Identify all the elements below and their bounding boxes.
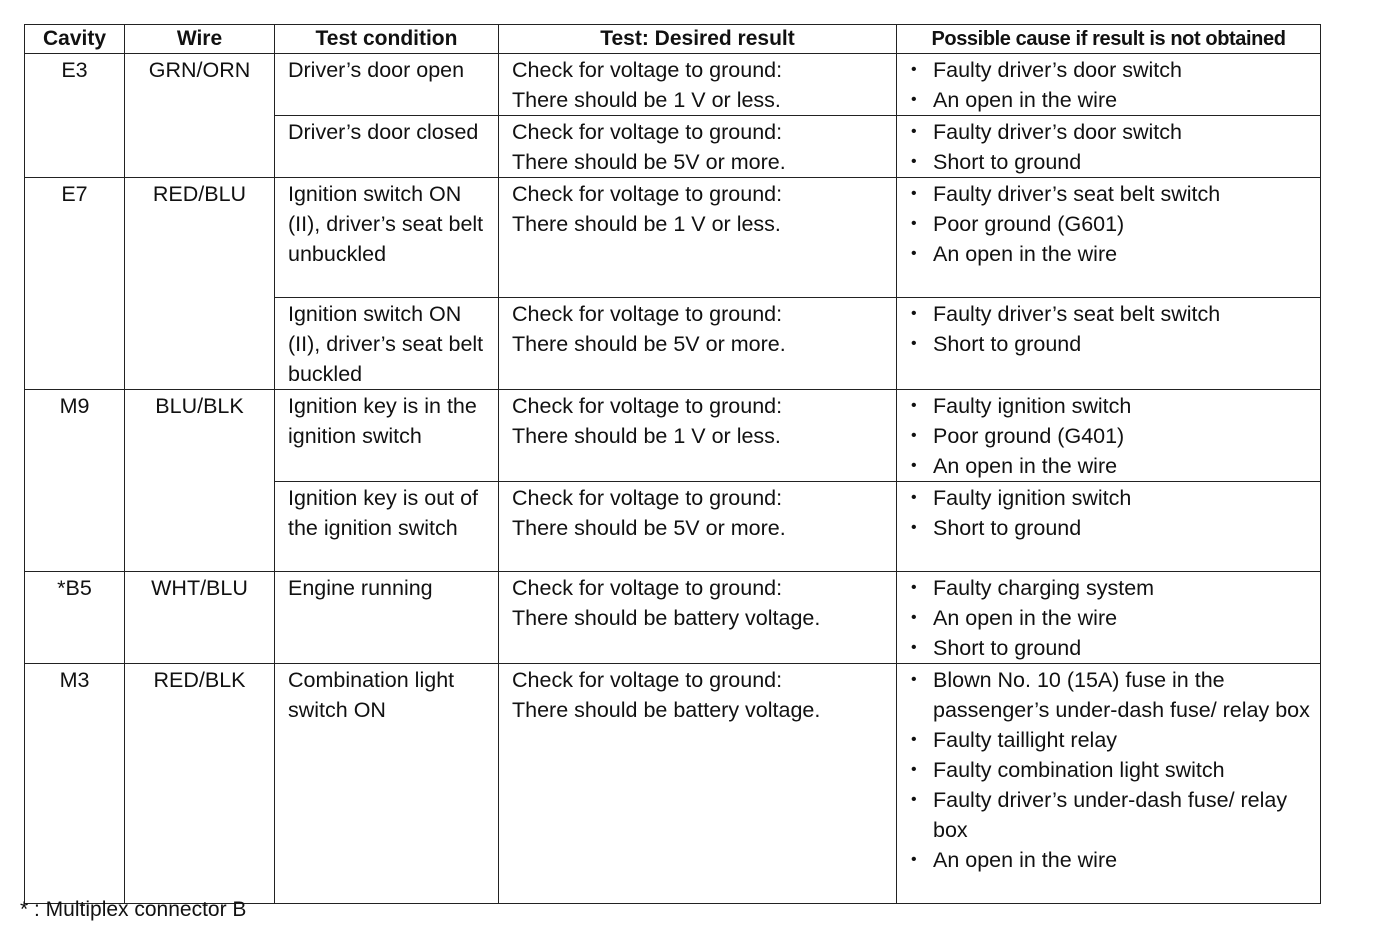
cause-item: • Faulty charging system xyxy=(911,573,1316,603)
result-line: There should be 5V or more. xyxy=(512,332,786,356)
cause-item: • Faulty driver’s door switch xyxy=(911,55,1316,85)
cause-item: • An open in the wire xyxy=(911,239,1316,269)
diagnostic-table xyxy=(24,24,1321,904)
cause-cell xyxy=(897,572,1321,664)
result-cell xyxy=(499,664,897,904)
result-line: There should be 5V or more. xyxy=(512,516,786,540)
cause-cell xyxy=(897,54,1321,116)
condition-cell: Combination light switch ON xyxy=(275,664,499,904)
cause-cell xyxy=(897,178,1321,298)
result-line: Check for voltage to ground: xyxy=(512,486,783,510)
cause-cell xyxy=(897,664,1321,904)
result-line: Check for voltage to ground: xyxy=(512,58,783,82)
result-cell xyxy=(499,178,897,298)
wire-cell: BLU/BLK xyxy=(125,390,275,572)
cause-item: • Poor ground (G601) xyxy=(911,209,1316,239)
wire-cell: WHT/BLU xyxy=(125,572,275,664)
result-cell xyxy=(499,54,897,116)
result-cell xyxy=(499,572,897,664)
cause-cell xyxy=(897,482,1321,572)
header-cavity: Cavity xyxy=(25,25,125,54)
result-line: There should be battery voltage. xyxy=(512,606,821,630)
table-row xyxy=(25,54,1321,116)
result-line: There should be 1 V or less. xyxy=(512,212,781,236)
cause-cell xyxy=(897,298,1321,390)
table-header-row xyxy=(25,25,1321,54)
cause-cell xyxy=(897,390,1321,482)
cause-item: • Faulty taillight relay xyxy=(911,725,1316,755)
cause-item: • Faulty driver’s seat belt switch xyxy=(911,179,1316,209)
cause-item: • Faulty ignition switch xyxy=(911,391,1316,421)
condition-cell: Ignition key is out of the ignition switch xyxy=(275,482,499,572)
condition-cell: Ignition switch ON (II), driver’s seat belt buckled xyxy=(275,298,499,390)
wire-cell: RED/BLU xyxy=(125,178,275,390)
result-line: There should be 5V or more. xyxy=(512,150,786,174)
cause-item: • Poor ground (G401) xyxy=(911,421,1316,451)
cavity-cell: *B5 xyxy=(25,572,125,664)
result-line: There should be 1 V or less. xyxy=(512,424,781,448)
cavity-cell: E7 xyxy=(25,178,125,390)
cavity-cell: E3 xyxy=(25,54,125,178)
result-line: Check for voltage to ground: xyxy=(512,120,783,144)
condition-cell: Ignition key is in the ignition switch xyxy=(275,390,499,482)
cause-item: • Short to ground xyxy=(911,147,1316,177)
result-line: Check for voltage to ground: xyxy=(512,394,783,418)
cause-item: • Faulty driver’s seat belt switch xyxy=(911,299,1316,329)
result-line: Check for voltage to ground: xyxy=(512,302,783,326)
table-row xyxy=(25,390,1321,482)
condition-cell: Driver’s door closed xyxy=(275,116,499,178)
result-line: There should be battery voltage. xyxy=(512,698,821,722)
cause-item: • Faulty driver’s under-dash fuse/ relay box xyxy=(911,785,1316,845)
cause-item: • An open in the wire xyxy=(911,451,1316,481)
header-possible-cause: Possible cause if result is not obtained xyxy=(897,25,1321,54)
table-row xyxy=(25,664,1321,904)
condition-cell: Engine running xyxy=(275,572,499,664)
footnote: * : Multiplex connector B xyxy=(20,898,247,921)
result-line: There should be 1 V or less. xyxy=(512,88,781,112)
wire-cell: GRN/ORN xyxy=(125,54,275,178)
cause-cell xyxy=(897,116,1321,178)
cause-item: • An open in the wire xyxy=(911,603,1316,633)
cause-item: • Short to ground xyxy=(911,329,1316,359)
table-row xyxy=(25,178,1321,298)
condition-cell: Ignition switch ON (II), driver’s seat belt unbuckled xyxy=(275,178,499,298)
result-cell xyxy=(499,298,897,390)
result-cell xyxy=(499,116,897,178)
cause-item: • Faulty ignition switch xyxy=(911,483,1316,513)
header-desired-result: Test: Desired result xyxy=(499,25,897,54)
cause-item: • An open in the wire xyxy=(911,85,1316,115)
condition-cell: Driver’s door open xyxy=(275,54,499,116)
result-cell xyxy=(499,482,897,572)
cavity-cell: M9 xyxy=(25,390,125,572)
cavity-cell: M3 xyxy=(25,664,125,904)
cause-item: • Blown No. 10 (15A) fuse in the passenger’s under-dash fuse/ relay box xyxy=(911,665,1316,725)
result-line: Check for voltage to ground: xyxy=(512,182,783,206)
result-line: Check for voltage to ground: xyxy=(512,576,783,600)
result-line: Check for voltage to ground: xyxy=(512,668,783,692)
header-wire: Wire xyxy=(125,25,275,54)
result-cell xyxy=(499,390,897,482)
cause-item: • Faulty driver’s door switch xyxy=(911,117,1316,147)
cause-item: • Short to ground xyxy=(911,513,1316,543)
cause-item: • Faulty combination light switch xyxy=(911,755,1316,785)
cause-item: • An open in the wire xyxy=(911,845,1316,875)
cause-item: • Short to ground xyxy=(911,633,1316,663)
header-test-condition: Test condition xyxy=(275,25,499,54)
table-row xyxy=(25,572,1321,664)
wire-cell: RED/BLK xyxy=(125,664,275,904)
